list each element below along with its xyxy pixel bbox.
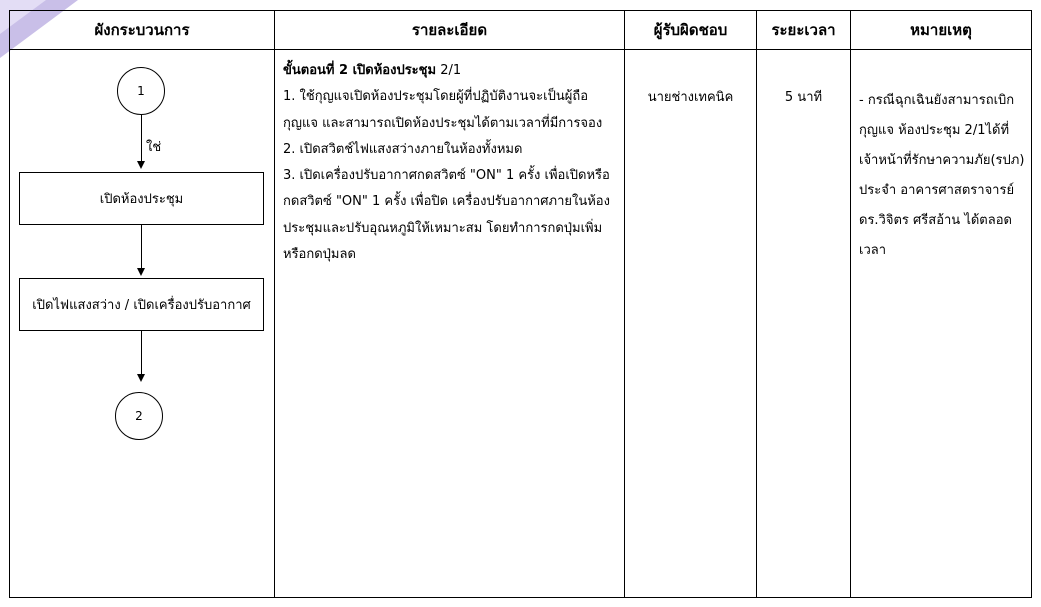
detail-line: กดสวิตซ์ "ON" 1 ครั้ง เพื่อปิด เครื่องปรับอากาศภายในห้อง (283, 194, 610, 210)
header-detail: รายละเอียด (275, 11, 625, 50)
note-cell (851, 50, 1032, 598)
header-responsible: ผู้รับผิดชอบ (625, 11, 757, 50)
note-line: ดร.วิจิตร ศรีสอ้าน ได้ตลอด (859, 213, 1012, 228)
arrow-down-icon (137, 268, 145, 276)
detail-line: 3. เปิดเครื่องปรับอากาศกดสวิตซ์ "ON" 1 ครั้ง เพื่อเปิดหรือ (283, 168, 610, 184)
step-heading (283, 58, 618, 84)
table-header-row (10, 11, 1032, 50)
detail-line: 1. ใช้กุญแจเปิดห้องประชุมโดยผู้ที่ปฏิบัติงานจะเป็นผู้ถือ (283, 89, 589, 105)
end-connector: 2 (115, 392, 163, 440)
note-line: เวลา (859, 243, 887, 258)
start-connector: 1 (117, 67, 165, 115)
note-line: กุญแจ ห้องประชุม 2/1ได้ที่ (859, 123, 1010, 138)
detail-line: กุญแจ และสามารถเปิดห้องประชุมได้ตามเวลาที่มีการจอง (283, 115, 603, 131)
responsible-cell (625, 50, 757, 598)
step-room: 2/1 (436, 63, 462, 78)
step-title: ขั้นตอนที่ 2 เปิดห้องประชุม (283, 63, 437, 78)
yes-label: ใช่ (146, 140, 162, 155)
connector-line-2 (141, 224, 142, 270)
detail-cell (275, 50, 625, 598)
duration-text: 5 นาที (784, 90, 823, 105)
note-line: - กรณีฉุกเฉินยังสามารถเบิก (859, 93, 1015, 108)
detail-line: 2. เปิดสวิตช์ไฟแสงสว่างภายในห้องทั้งหมด (283, 141, 523, 157)
header-duration: ระยะเวลา (757, 11, 851, 50)
connector-line-1 (141, 115, 142, 163)
duration-cell (757, 50, 851, 598)
flowchart-cell (10, 50, 275, 598)
detail-line: หรือกดปุ่มลด (283, 247, 356, 263)
detail-line: ประชุมและปรับอุณหภูมิให้เหมาะสม โดยทำการกดปุ่มเพิ่ม (283, 220, 603, 236)
arrow-down-icon (137, 161, 145, 169)
header-process: ผังกระบวนการ (10, 11, 275, 50)
process-box-open-room: เปิดห้องประชุม (19, 172, 264, 225)
process-box-lights-aircon: เปิดไฟแสงสว่าง / เปิดเครื่องปรับอากาศ (19, 278, 264, 331)
header-note: หมายเหตุ (851, 11, 1032, 50)
responsible-text: นายช่างเทคนิค (647, 90, 734, 105)
connector-line-3 (141, 330, 142, 376)
note-line: เจ้าหน้าที่รักษาความภัย(รปภ) (859, 153, 1025, 168)
arrow-down-icon (137, 374, 145, 382)
note-line: ประจำ อาคารศาสตราจารย์ (859, 183, 1015, 198)
table-row (10, 50, 1032, 598)
procedure-table (9, 10, 1032, 598)
